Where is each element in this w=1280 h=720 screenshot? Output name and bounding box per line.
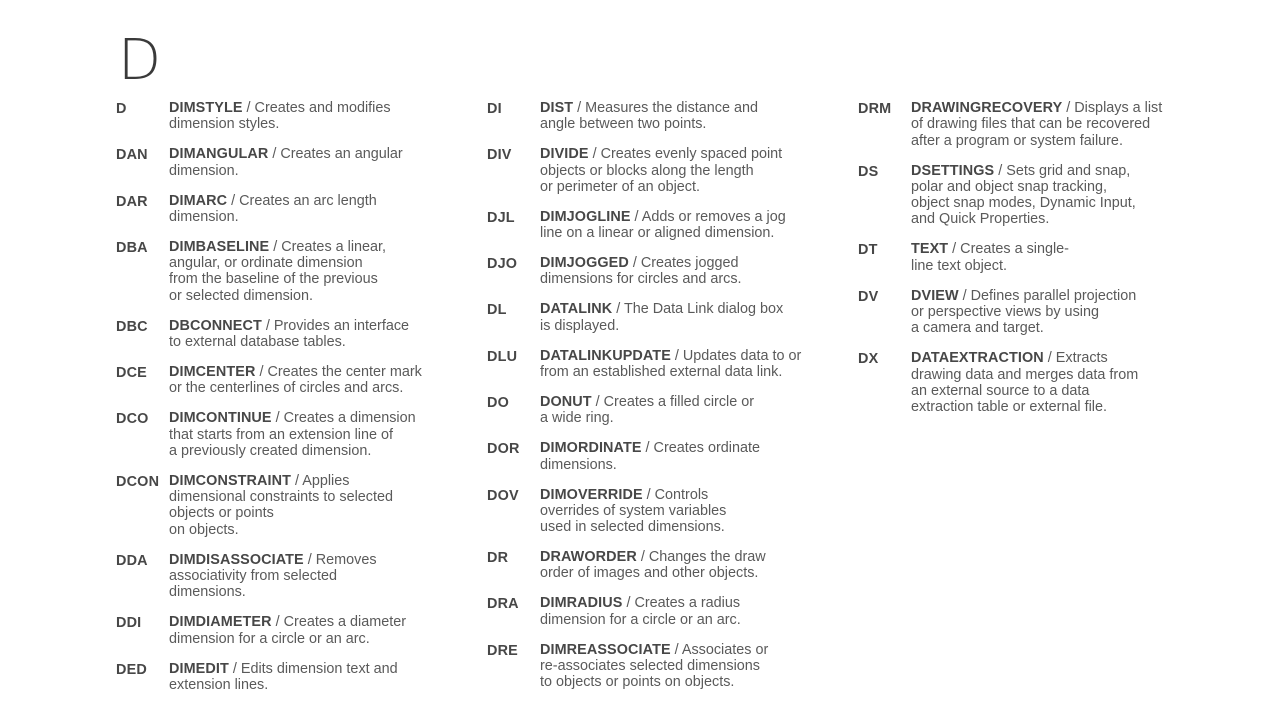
- shortcut-description-block: [911, 350, 1162, 415]
- command-name: DSETTINGS: [911, 162, 995, 179]
- shortcut-entry: [116, 146, 422, 179]
- command-description: / Defines parallel projection or perspective views by using a camera and target.: [911, 287, 1137, 337]
- shortcut-entry: [487, 301, 801, 334]
- shortcut-alias: DR: [487, 550, 509, 567]
- shortcut-description-block: [169, 410, 422, 459]
- shortcut-entry: [858, 241, 1162, 274]
- shortcut-description-block: [540, 301, 801, 334]
- shortcut-entry: [116, 364, 422, 397]
- shortcut-entry: [858, 100, 1162, 149]
- shortcut-entry: [487, 595, 801, 628]
- command-description: / Displays a list of drawing files that can be recovered after a program or system failure.: [911, 100, 1163, 149]
- shortcut-entry: [487, 146, 801, 195]
- shortcut-entry: [487, 440, 801, 473]
- command-description: / Creates a diameter dimension for a circle or an arc.: [169, 614, 407, 647]
- shortcut-alias: DS: [858, 163, 879, 180]
- shortcut-entry: [487, 209, 801, 242]
- shortcut-alias: DBA: [116, 239, 148, 256]
- command-name: DIMEDIT: [169, 660, 229, 677]
- command-description: / Sets grid and snap, polar and object snap tracking, object snap modes, Dynamic Input, and Quick Properties.: [911, 162, 1136, 228]
- command-description: / Updates data to or from an established external data link.: [540, 347, 802, 380]
- shortcut-description-block: [540, 487, 801, 536]
- shortcut-column-1: [116, 100, 422, 693]
- command-name: DVIEW: [911, 287, 959, 304]
- shortcut-entry: [116, 473, 422, 538]
- shortcut-entry: [487, 348, 801, 381]
- shortcut-alias: DDI: [116, 615, 142, 632]
- shortcut-description-block: [540, 595, 801, 628]
- shortcut-entry: [116, 614, 422, 647]
- shortcut-description-block: [540, 440, 801, 473]
- shortcut-alias: DT: [858, 242, 878, 259]
- command-name: DIMOVERRIDE: [540, 486, 643, 503]
- command-description: / Creates the center mark or the centerlines of circles and arcs.: [169, 364, 422, 397]
- shortcut-column-2: [487, 100, 801, 691]
- shortcut-alias: DRM: [858, 101, 892, 117]
- shortcut-description-block: [169, 318, 422, 351]
- shortcut-entry: [116, 100, 422, 133]
- shortcut-alias: DX: [858, 351, 879, 368]
- command-description: / Creates a radius dimension for a circle or an arc.: [540, 595, 741, 628]
- command-description: / Creates evenly spaced point objects or blocks along the length or perimeter of an object.: [540, 146, 783, 195]
- shortcut-alias: D: [116, 101, 127, 117]
- command-name: DIMBASELINE: [169, 238, 270, 255]
- shortcut-entry: [487, 642, 801, 691]
- shortcut-description-block: [911, 163, 1162, 228]
- command-name: DATAEXTRACTION: [911, 350, 1044, 367]
- command-name: DIVIDE: [540, 146, 589, 163]
- shortcut-alias: DRE: [487, 642, 518, 659]
- command-description: / Controls overrides of system variables used in selected dimensions.: [540, 486, 727, 536]
- shortcut-entry: [116, 552, 422, 601]
- shortcut-description-block: [540, 100, 801, 133]
- command-description: / Creates a single- line text object.: [911, 241, 1069, 274]
- shortcut-alias: DBC: [116, 318, 148, 335]
- shortcut-entry: [858, 350, 1162, 415]
- command-name: DIMCENTER: [169, 364, 256, 380]
- command-description: / Associates or re-associates selected dimensions to objects or points on objects.: [540, 641, 769, 691]
- shortcut-alias: DCE: [116, 365, 147, 381]
- command-name: DONUT: [540, 393, 592, 410]
- shortcut-entry: [858, 288, 1162, 337]
- section-letter: D: [118, 28, 161, 93]
- shortcut-description-block: [169, 100, 422, 133]
- shortcut-entry: [487, 549, 801, 582]
- command-description: / Creates an angular dimension.: [169, 146, 403, 179]
- command-description: / Creates a dimension that starts from an extension line of a previously created dimension.: [169, 410, 416, 459]
- shortcut-alias: DO: [487, 394, 509, 411]
- command-description: / Creates a linear, angular, or ordinate dimension from the baseline of the previous or selected dimension.: [169, 238, 387, 304]
- shortcut-description-block: [169, 193, 422, 226]
- command-name: DIMARC: [169, 192, 228, 209]
- command-name: DIST: [540, 100, 574, 116]
- shortcut-alias: DOR: [487, 441, 520, 458]
- shortcut-description-block: [169, 661, 422, 694]
- shortcut-description-block: [169, 614, 422, 647]
- shortcut-description-block: [540, 642, 801, 691]
- command-description: / The Data Link dialog box is displayed.: [540, 301, 784, 334]
- shortcut-alias: DCON: [116, 473, 160, 490]
- shortcut-entry: [487, 487, 801, 536]
- command-description: / Creates jogged dimensions for circles and arcs.: [540, 255, 742, 288]
- shortcut-entry: [487, 255, 801, 288]
- shortcut-alias: DOV: [487, 487, 519, 504]
- shortcut-entry: [487, 100, 801, 133]
- command-name: DIMCONSTRAINT: [169, 472, 292, 489]
- command-name: DIMORDINATE: [540, 440, 642, 457]
- shortcut-description-block: [540, 549, 801, 582]
- shortcut-description-block: [169, 473, 422, 538]
- shortcut-alias: DAN: [116, 147, 148, 164]
- shortcut-alias: DV: [858, 288, 879, 305]
- command-description: / Applies dimensional constraints to selected objects or points on objects.: [169, 472, 393, 538]
- command-name: DATALINK: [540, 301, 613, 318]
- shortcut-alias: DCO: [116, 411, 149, 428]
- shortcut-description-block: [911, 288, 1162, 337]
- shortcut-alias: DED: [116, 661, 147, 678]
- command-description: / Provides an interface to external database tables.: [169, 317, 410, 351]
- command-description: / Changes the draw order of images and other objects.: [540, 549, 766, 582]
- shortcut-description-block: [540, 394, 801, 427]
- command-name: DIMDISASSOCIATE: [169, 551, 304, 568]
- command-name: DIMANGULAR: [169, 146, 269, 163]
- command-name: DIMSTYLE: [169, 100, 243, 116]
- shortcut-alias: DDA: [116, 552, 148, 569]
- shortcut-description-block: [540, 255, 801, 288]
- shortcut-description-block: [169, 552, 422, 601]
- shortcut-entry: [116, 318, 422, 351]
- command-description: / Creates and modifies dimension styles.: [169, 100, 391, 133]
- shortcut-entry: [858, 163, 1162, 228]
- command-description: / Creates ordinate dimensions.: [540, 440, 760, 473]
- command-description: / Creates a filled circle or a wide ring.: [540, 393, 755, 427]
- command-description: / Extracts drawing data and merges data from an external source to a data extraction table or external file.: [911, 350, 1139, 416]
- shortcut-description-block: [169, 364, 422, 397]
- shortcut-description-block: [169, 146, 422, 179]
- command-name: DIMDIAMETER: [169, 614, 272, 631]
- shortcut-alias: DJO: [487, 256, 518, 273]
- command-description: / Removes associativity from selected dimensions.: [169, 551, 377, 601]
- command-description: / Creates an arc length dimension.: [169, 192, 377, 225]
- command-name: DIMJOGGED: [540, 255, 629, 272]
- command-name: DATALINKUPDATE: [540, 347, 671, 364]
- shortcut-description-block: [911, 241, 1162, 274]
- command-name: DIMJOGLINE: [540, 208, 631, 225]
- command-name: TEXT: [911, 241, 949, 258]
- shortcut-alias: DAR: [116, 193, 148, 210]
- command-description: / Measures the distance and angle between two points.: [540, 100, 758, 133]
- shortcut-entry: [116, 193, 422, 226]
- command-name: DRAWINGRECOVERY: [911, 100, 1063, 116]
- shortcut-entry: [116, 239, 422, 304]
- shortcut-alias: DJL: [487, 209, 515, 226]
- shortcut-description-block: [169, 239, 422, 304]
- shortcut-description-block: [911, 100, 1162, 149]
- command-name: DRAWORDER: [540, 549, 637, 566]
- shortcut-entry: [487, 394, 801, 427]
- command-description: / Edits dimension text and extension lines.: [169, 660, 398, 693]
- shortcut-alias: DLU: [487, 348, 518, 365]
- shortcut-entry: [116, 410, 422, 459]
- shortcut-description-block: [540, 348, 801, 381]
- command-name: DIMREASSOCIATE: [540, 641, 671, 658]
- shortcut-alias: DL: [487, 302, 507, 319]
- shortcut-entry: [116, 661, 422, 694]
- command-name: DIMCONTINUE: [169, 410, 272, 427]
- shortcut-alias: DI: [487, 101, 502, 117]
- shortcut-description-block: [540, 209, 801, 242]
- command-name: DIMRADIUS: [540, 595, 623, 612]
- shortcut-alias: DRA: [487, 596, 519, 613]
- shortcut-alias: DIV: [487, 147, 512, 164]
- shortcut-description-block: [540, 146, 801, 195]
- command-name: DBCONNECT: [169, 317, 262, 334]
- shortcut-column-3: [858, 100, 1162, 416]
- command-description: / Adds or removes a jog line on a linear or aligned dimension.: [540, 208, 786, 242]
